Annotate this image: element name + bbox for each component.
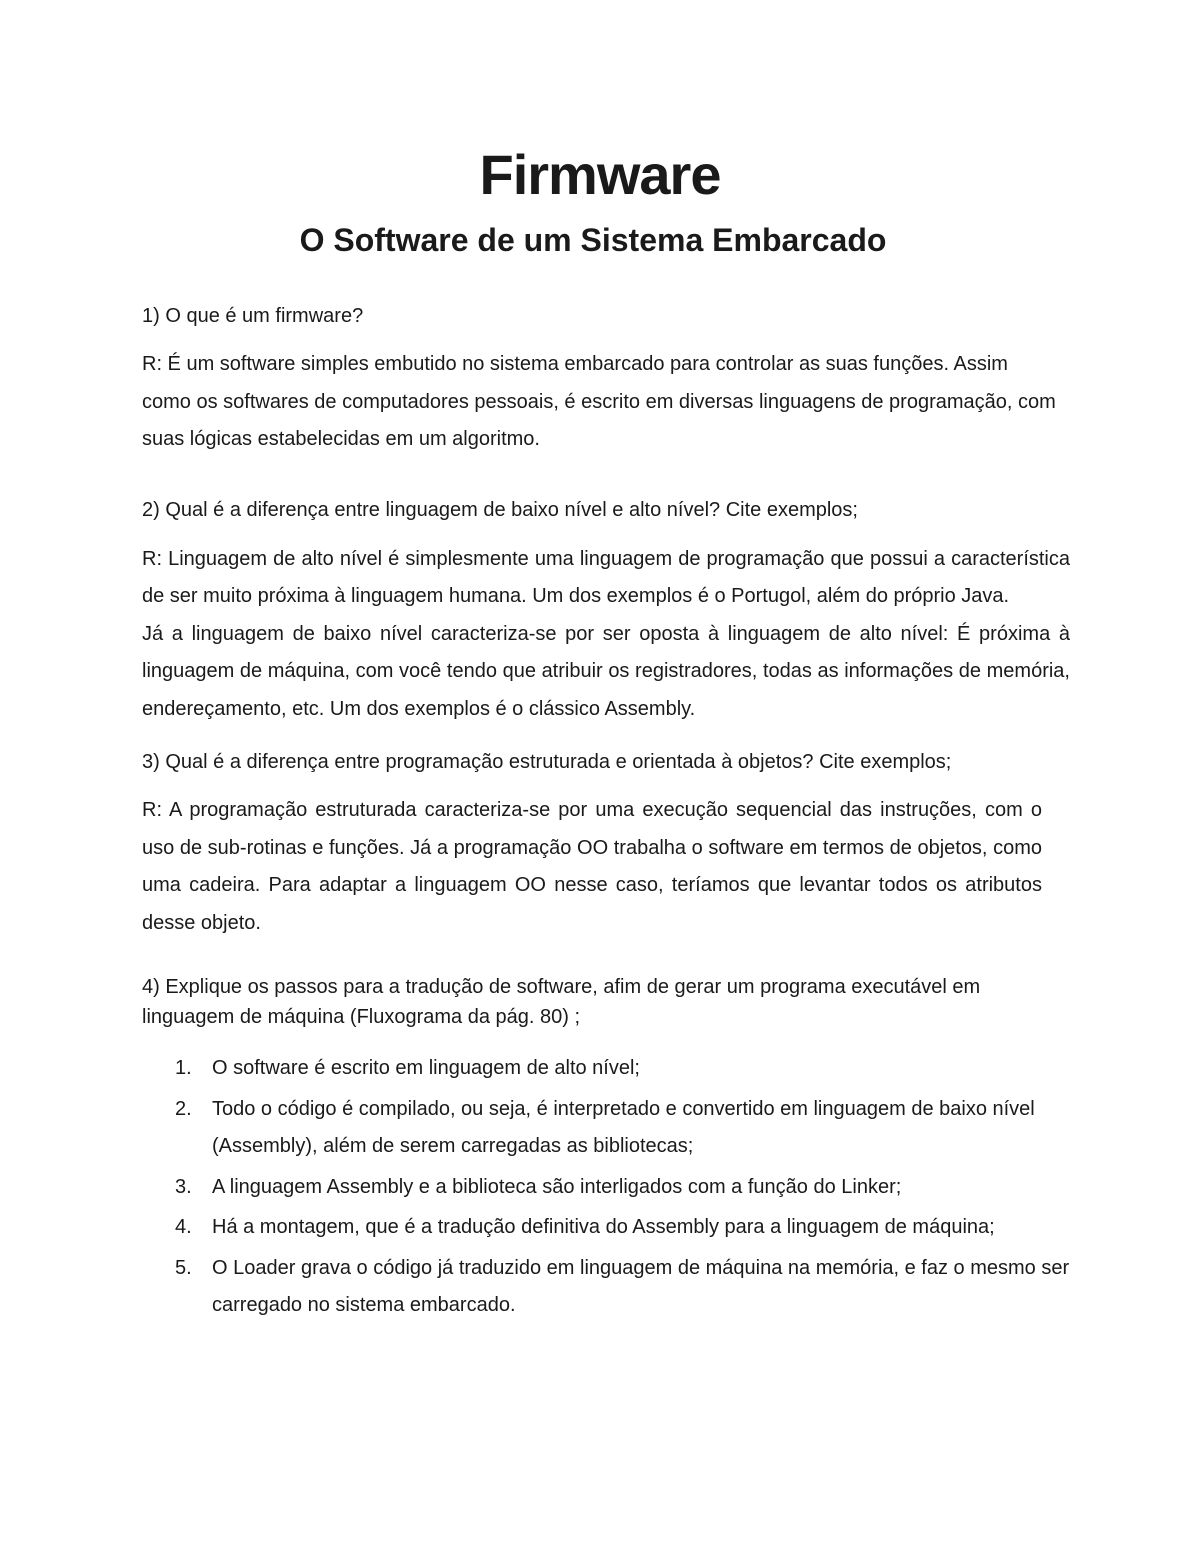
question-1: 1) O que é um firmware? <box>142 305 364 327</box>
list-item <box>142 1209 1070 1247</box>
list-item-text: Há a montagem, que é a tradução definitiva do Assembly para a linguagem de máquina; <box>212 1216 995 1238</box>
question-4: 4) Explique os passos para a tradução de software, afim de gerar um programa executável em linguagem de máquina (Fluxograma da pág. 80) ; <box>142 976 981 1028</box>
document-title: Firmware <box>479 143 721 206</box>
answer-2-paragraph-2: Já a linguagem de baixo nível caracteriza-se por ser oposta à linguagem de alto nível: É próxima à linguagem de máquina, com você tendo que atribuir os registradores, todas as informações de memória, endereçamento, etc. Um dos exemplos é o clássico Assembly. <box>142 622 1070 720</box>
list-item-text: O Loader grava o código já traduzido em linguagem de máquina na memória, e faz o mesmo ser carregado no sistema embarcado. <box>212 1256 1070 1316</box>
list-item-number: 1. <box>175 1057 192 1079</box>
list-item-number: 4. <box>175 1216 192 1238</box>
document-subtitle: O Software de um Sistema Embarcado <box>299 222 887 258</box>
answer-3: R: A programação estruturada caracteriza-se por uma execução sequencial das instruções, com o uso de sub-rotinas e funções. Já a programação OO trabalha o software em termos de objetos, como uma cadeira. Para adaptar a linguagem OO nesse caso, teríamos que levantar todos os atributos desse objeto. <box>142 799 1042 934</box>
list-item-number: 3. <box>175 1175 192 1198</box>
list-item-number: 2. <box>175 1097 192 1120</box>
answer-2-paragraph-1: R: Linguagem de alto nível é simplesmente uma linguagem de programação que possui a característica de ser muito próxima à linguagem humana. Um dos exemplos é o Portugol, além do próprio Java. <box>142 547 1070 607</box>
translation-steps-list <box>142 1050 1070 1325</box>
list-item-text: Todo o código é compilado, ou seja, é interpretado e convertido em linguagem de baixo nível (Assembly), além de serem carregadas as bibliotecas; <box>212 1097 1035 1157</box>
answer-1: R: É um software simples embutido no sistema embarcado para controlar as suas funções. Assim como os softwares de computadores pessoais, é escrito em diversas linguagens de programação, com suas lógicas estabelecidas em um algoritmo. <box>142 353 1056 450</box>
question-2: 2) Qual é a diferença entre linguagem de baixo nível e alto nível? Cite exemplos; <box>142 498 858 521</box>
list-item-text: O software é escrito em linguagem de alto nível; <box>212 1057 640 1079</box>
list-item-number: 5. <box>175 1256 192 1279</box>
question-3: 3) Qual é a diferença entre programação estruturada e orientada à objetos? Cite exemplos; <box>142 751 952 773</box>
list-item <box>142 1169 1070 1207</box>
list-item <box>142 1250 1070 1325</box>
list-item <box>142 1091 1070 1166</box>
list-item <box>142 1050 1070 1088</box>
document-body <box>142 298 1070 1328</box>
list-item-text: A linguagem Assembly e a biblioteca são interligados com a função do Linker; <box>212 1175 902 1198</box>
